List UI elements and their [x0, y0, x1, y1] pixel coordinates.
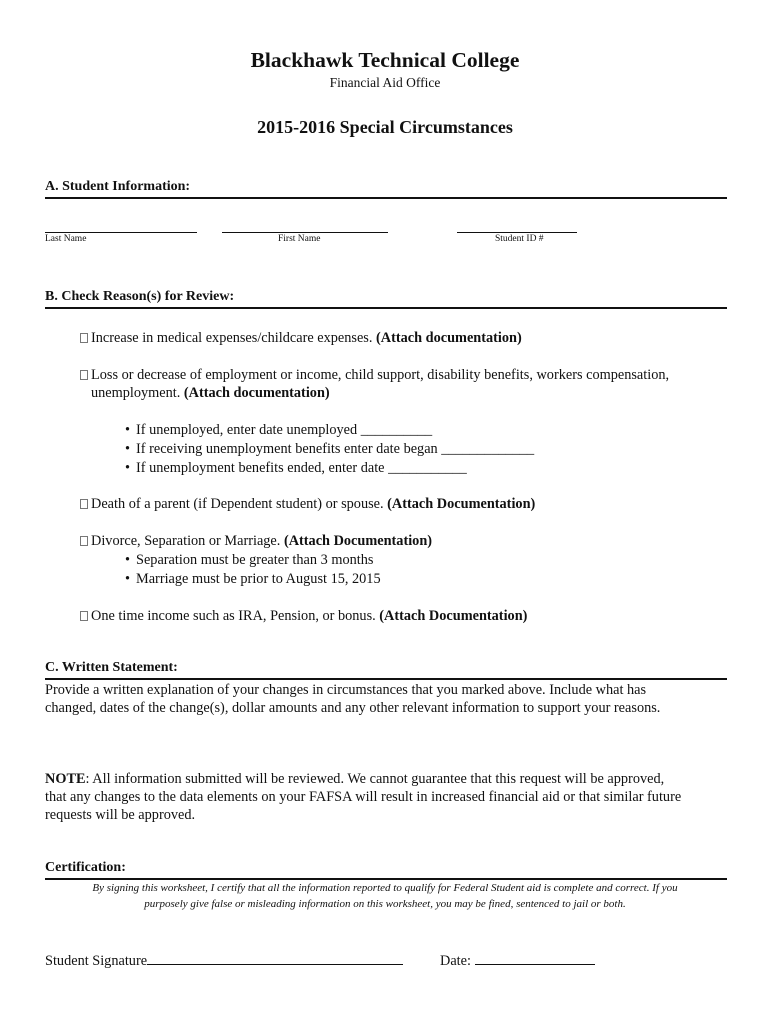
form-title: 2015-2016 Special Circumstances	[257, 117, 513, 137]
reason-income-checkbox[interactable]	[80, 611, 88, 621]
marriage-note	[125, 570, 381, 588]
signature-row	[45, 952, 403, 970]
unemployed-date-item[interactable]	[125, 421, 432, 439]
statement-instructions-1: Provide a written explanation of your changes in circumstances that you marked above. Include what has	[45, 682, 647, 698]
certification-text-2: purposely give false or misleading information on this worksheet, you may be fined, sentenced to jail or both.	[144, 898, 626, 910]
reason-medical	[80, 329, 522, 347]
note-text-1: : All information submitted will be reviewed. We cannot guarantee that this request will be approved,	[85, 771, 665, 787]
section-a-rule	[45, 197, 727, 199]
reason-employment-line2	[91, 384, 330, 402]
section-c-heading: C. Written Statement:	[45, 660, 178, 675]
unemployed-date-text: If unemployed, enter date unemployed __________	[136, 422, 433, 438]
bullet-icon: •	[125, 460, 131, 476]
reason-divorce-text: Divorce, Separation or Marriage.	[91, 533, 284, 549]
college-name: Blackhawk Technical College	[250, 48, 520, 72]
reason-medical-text: Increase in medical expenses/childcare expenses.	[91, 330, 377, 346]
reason-death-text: Death of a parent (if Dependent student) or spouse.	[91, 496, 388, 512]
reason-income-attach: (Attach Documentation)	[379, 608, 528, 624]
reason-death-checkbox[interactable]	[80, 499, 88, 509]
note-line-3: requests will be approved.	[45, 807, 196, 823]
bullet-icon: •	[125, 552, 131, 568]
benefits-ended-item[interactable]	[125, 459, 467, 477]
reason-medical-checkbox[interactable]	[80, 333, 88, 343]
separation-note	[125, 551, 373, 569]
reason-employment-attach: (Attach documentation)	[183, 385, 330, 401]
certification-text-1: By signing this worksheet, I certify that all the information reported to qualify for Federal Student aid is complete and correct. If you	[92, 882, 678, 894]
reason-employment-text: Loss or decrease of employment or income, child support, disability benefits, workers compensation,	[91, 367, 670, 383]
bullet-icon: •	[125, 422, 131, 438]
benefits-ended-text: If unemployment benefits ended, enter date ___________	[136, 460, 467, 476]
signature-field[interactable]	[147, 952, 403, 965]
section-b-heading: B. Check Reason(s) for Review:	[45, 289, 235, 304]
reason-divorce-checkbox[interactable]	[80, 536, 88, 546]
office-name: Financial Aid Office	[329, 75, 441, 90]
section-a-heading: A. Student Information:	[45, 179, 191, 194]
signature-label: Student Signature	[45, 953, 148, 969]
date-row	[440, 952, 595, 970]
bullet-icon: •	[125, 441, 131, 457]
statement-instructions-2: changed, dates of the change(s), dollar amounts and any other relevant information to support your reasons.	[45, 700, 661, 716]
reason-medical-attach: (Attach documentation)	[376, 330, 522, 346]
note-label: NOTE	[45, 771, 86, 787]
separation-note-text: Separation must be greater than 3 months	[136, 552, 374, 568]
note-line-1	[45, 770, 664, 788]
section-c-rule	[45, 678, 727, 680]
reason-one-time-income	[80, 607, 527, 625]
certification-heading: Certification:	[45, 860, 126, 875]
last-name-field[interactable]	[45, 232, 197, 233]
benefits-began-text: If receiving unemployment benefits enter date began _____________	[136, 441, 535, 457]
last-name-label: Last Name	[45, 234, 87, 244]
date-field[interactable]	[475, 952, 595, 965]
date-label: Date:	[440, 953, 475, 969]
student-id-label: Student ID #	[495, 234, 544, 244]
reason-death-attach: (Attach Documentation)	[387, 496, 536, 512]
reason-employment	[80, 366, 669, 384]
section-b-rule	[45, 307, 727, 309]
reason-divorce	[80, 532, 432, 550]
reason-employment-text2: unemployment.	[91, 385, 184, 401]
note-line-2: that any changes to the data elements on your FAFSA will result in increased financial aid or that similar future	[45, 789, 682, 805]
reason-divorce-attach: (Attach Documentation)	[283, 533, 433, 549]
benefits-began-item[interactable]	[125, 440, 534, 458]
reason-income-text: One time income such as IRA, Pension, or bonus.	[91, 608, 380, 624]
reason-employment-checkbox[interactable]	[80, 370, 88, 380]
student-id-field[interactable]	[457, 232, 577, 233]
marriage-note-text: Marriage must be prior to August 15, 2015	[136, 571, 381, 587]
first-name-field[interactable]	[222, 232, 388, 233]
bullet-icon: •	[125, 571, 131, 587]
first-name-label: First Name	[278, 234, 321, 244]
reason-death	[80, 495, 535, 513]
